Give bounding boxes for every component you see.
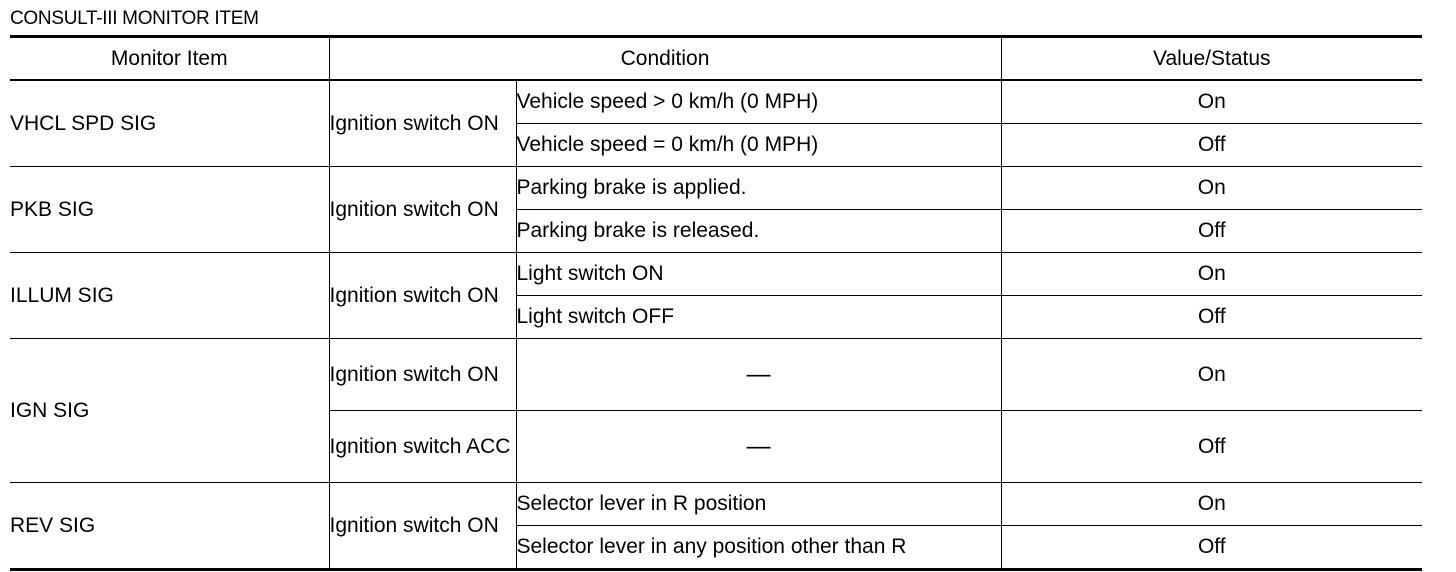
condition-none-dash: — [516, 411, 1001, 483]
table-row [10, 483, 1422, 526]
ignition-condition: Ignition switch ON [329, 167, 516, 253]
monitor-item-name: ILLUM SIG [10, 253, 329, 339]
condition-none-dash: — [516, 339, 1001, 411]
condition-text: Vehicle speed = 0 km/h (0 MPH) [516, 124, 1001, 167]
table-row [10, 167, 1422, 210]
condition-text: Selector lever in any position other than R [516, 526, 1001, 570]
value-status: Off [1001, 210, 1422, 253]
header-value-status: Value/Status [1001, 37, 1422, 81]
value-status: Off [1001, 296, 1422, 339]
header-monitor-item: Monitor Item [10, 37, 329, 81]
ignition-condition: Ignition switch ON [329, 339, 516, 411]
monitor-item-name: PKB SIG [10, 167, 329, 253]
ignition-condition: Ignition switch ACC [329, 411, 516, 483]
value-status: On [1001, 253, 1422, 296]
ignition-condition: Ignition switch ON [329, 253, 516, 339]
monitor-item-table [10, 35, 1422, 571]
ignition-condition: Ignition switch ON [329, 80, 516, 167]
table-row [10, 339, 1422, 411]
monitor-item-name: IGN SIG [10, 339, 329, 483]
table-row [10, 80, 1422, 124]
condition-text: Parking brake is applied. [516, 167, 1001, 210]
condition-text: Light switch OFF [516, 296, 1001, 339]
value-status: On [1001, 339, 1422, 411]
page-title: CONSULT-III MONITOR ITEM [10, 8, 259, 29]
header-condition: Condition [329, 37, 1001, 81]
value-status: On [1001, 80, 1422, 124]
monitor-item-name: VHCL SPD SIG [10, 80, 329, 167]
table-header-row [10, 37, 1422, 81]
ignition-condition: Ignition switch ON [329, 483, 516, 570]
value-status: Off [1001, 526, 1422, 570]
condition-text: Parking brake is released. [516, 210, 1001, 253]
condition-text: Vehicle speed > 0 km/h (0 MPH) [516, 80, 1001, 124]
table-row [10, 253, 1422, 296]
value-status: Off [1001, 124, 1422, 167]
value-status: On [1001, 483, 1422, 526]
value-status: Off [1001, 411, 1422, 483]
value-status: On [1001, 167, 1422, 210]
monitor-item-name: REV SIG [10, 483, 329, 570]
condition-text: Light switch ON [516, 253, 1001, 296]
condition-text: Selector lever in R position [516, 483, 1001, 526]
